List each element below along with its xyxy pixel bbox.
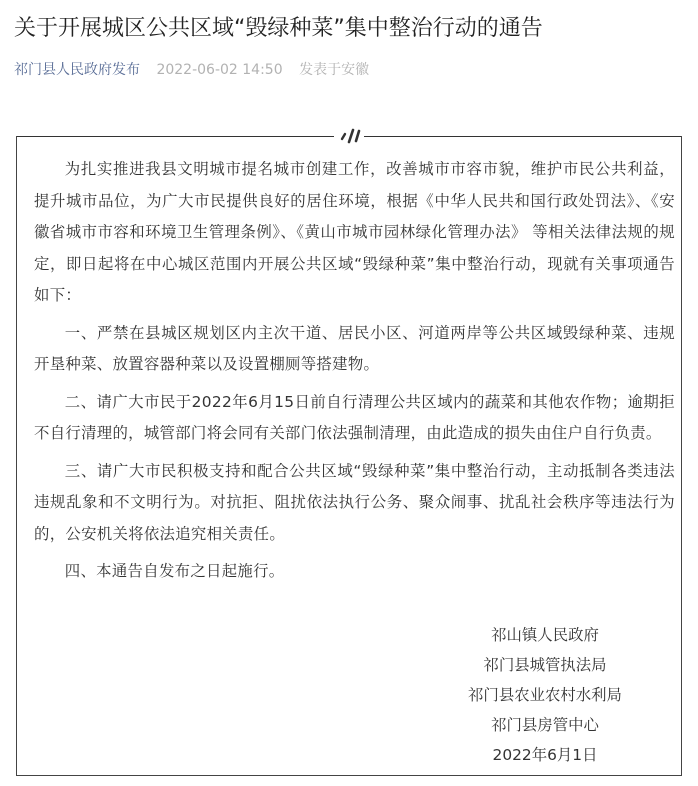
clause-paragraph-4: 四、本通告自发布之日起施行。 xyxy=(64,562,285,580)
clause-paragraph-3: 三、请广大市民积极支持和配合公共区域“毁绿种菜”集中整治行动，主动抵制各类违法违规乱象和不文明行为。对抗拒、阻扰依法执行公务、聚众闹事、扰乱社会秩序等违法行为的，公安机关将依法追究相关责任。 xyxy=(34,461,675,543)
article-meta xyxy=(14,60,369,80)
signature-line: 祁山镇人民政府 xyxy=(491,626,599,644)
signature-block xyxy=(420,620,670,770)
publish-location: 发表于安徽 xyxy=(299,62,370,78)
signature-date: 2022年6月1日 xyxy=(492,746,598,764)
signature-line: 祁门县城管执法局 xyxy=(483,656,607,674)
publish-time: 2022-06-02 14:50 xyxy=(156,62,283,78)
article-title: 关于开展城区公共区域“毁绿种菜”集中整治行动的通告 xyxy=(14,16,543,41)
signature-line: 祁门县农业农村水利局 xyxy=(468,686,622,704)
article-body xyxy=(34,154,675,594)
intro-paragraph: 为扎实推进我县文明城市提名城市创建工作，改善城市市容市貌，维护市民公共利益，提升城市品位，为广大市民提供良好的居住环境，根据《中华人民共和国行政处罚法》、《安徽省城市市容和环境卫生管理条例》、《黄山市城市园林绿化管理办法》 等相关法律法规的规定，即日起将在中心城区范围内开展公共区域“毁绿种菜”集中整治行动，现就有关事项通告如下： xyxy=(34,160,675,304)
publisher-link[interactable]: 祁门县人民政府发布 xyxy=(14,62,140,78)
clause-paragraph-2: 二、请广大市民于2022年6月15日前自行清理公共区域内的蔬菜和其他农作物；逾期拒不自行清理的，城管部门将会同有关部门依法强制清理，由此造成的损失由住户自行负责。 xyxy=(34,392,675,442)
clause-paragraph-1: 一、严禁在县城区规划区内主次干道、居民小区、河道两岸等公共区域毁绿种菜、违规开垦种菜、放置容器种菜以及设置棚厕等搭建物。 xyxy=(34,323,675,373)
signature-line: 祁门县房管中心 xyxy=(491,716,599,734)
